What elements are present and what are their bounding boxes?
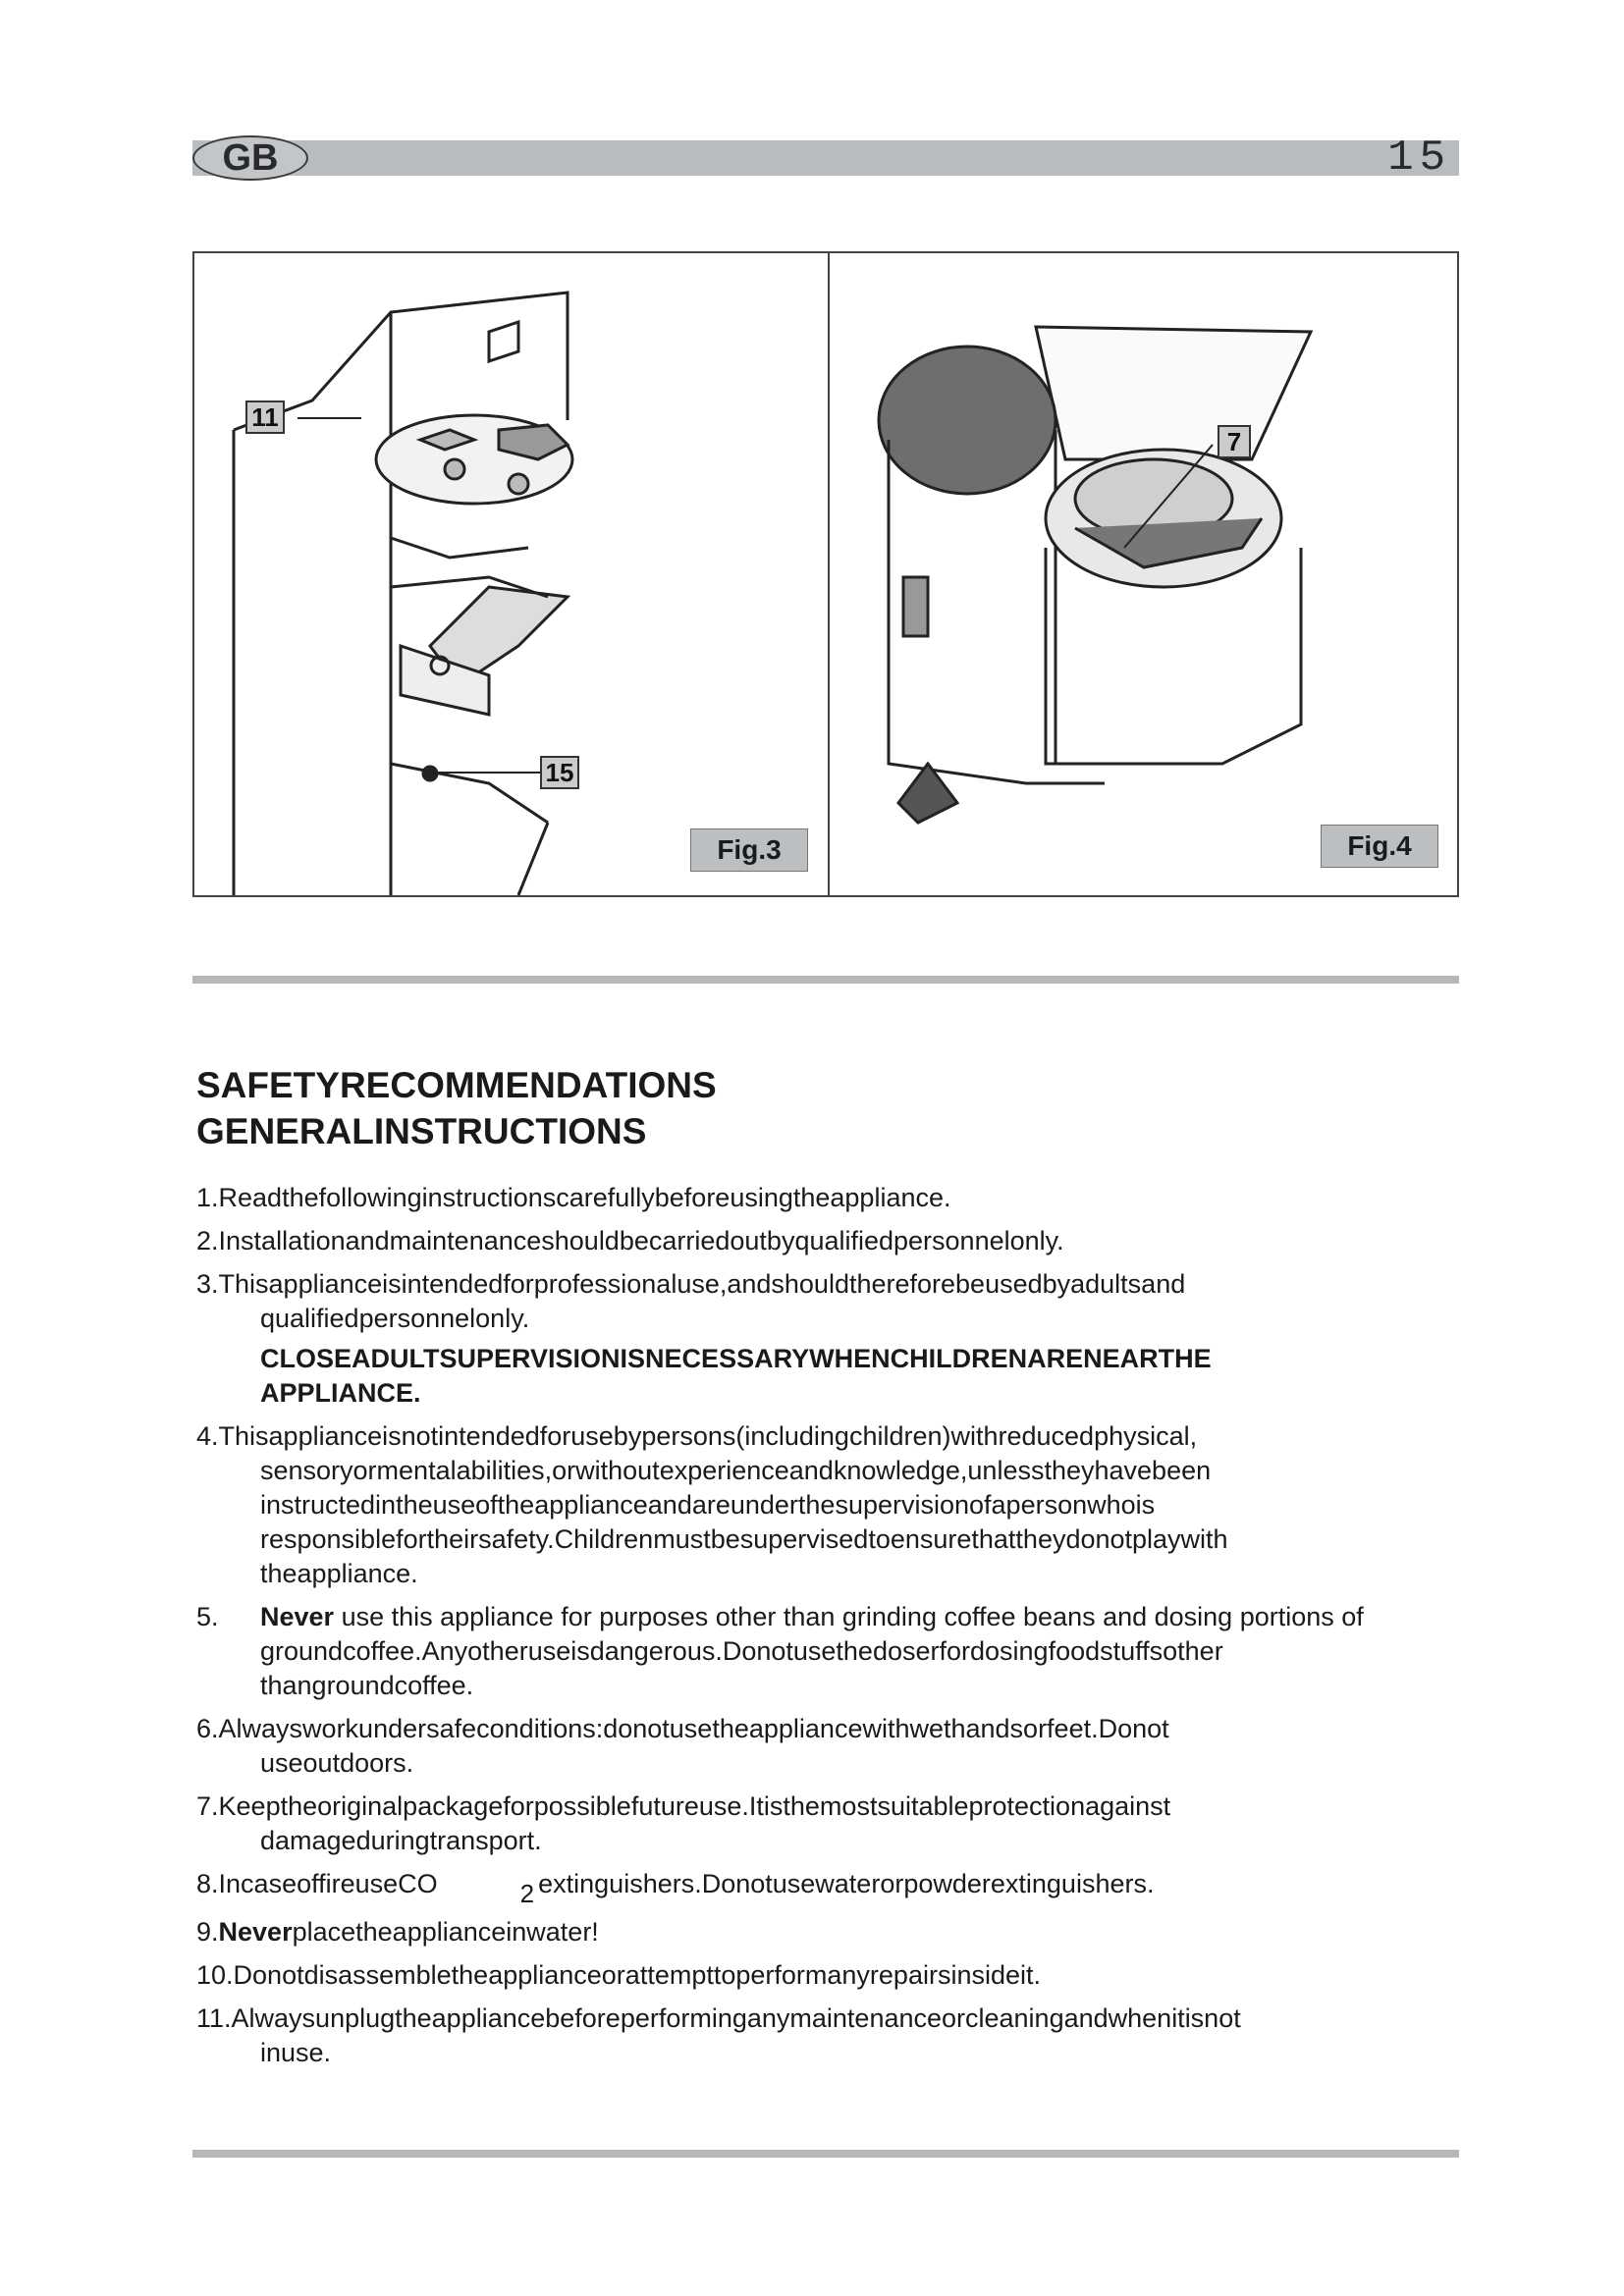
section-heading: [196, 1062, 717, 1154]
instruction-number: 2.: [196, 1226, 219, 1255]
instruction-text: inuse.: [260, 2038, 332, 2067]
figure-4: [830, 253, 1458, 895]
instruction-number: 4.: [196, 1421, 219, 1451]
instruction-number: 5.: [196, 1602, 219, 1631]
instruction-1: [196, 1181, 1463, 1215]
instruction-3: [196, 1267, 1463, 1411]
emphasis-never: Never: [260, 1602, 335, 1631]
top-divider-rule: [192, 976, 1459, 984]
instruction-text: useoutdoors.: [260, 1748, 414, 1778]
instruction-7: [196, 1789, 1463, 1858]
figure-3: [194, 253, 823, 895]
callout-7: 7: [1218, 425, 1251, 458]
figure-panel: [192, 251, 1459, 897]
language-badge: GB: [192, 135, 308, 181]
heading-line-2: GENERALINSTRUCTIONS: [196, 1111, 647, 1151]
instruction-text: use this appliance for purposes other than grinding coffee beans and dosing portions of: [334, 1602, 1364, 1631]
instruction-text: Readthefollowinginstructionscarefullybeforeusingtheappliance.: [218, 1183, 951, 1212]
instruction-number: 10.: [196, 1960, 234, 1990]
instruction-11: [196, 2002, 1463, 2070]
instruction-number: 1.: [196, 1183, 219, 1212]
instruction-text: Keeptheoriginalpackageforpossiblefutureuse.Itisthemostsuitableprotectionagainst: [218, 1791, 1171, 1821]
instruction-number: 7.: [196, 1791, 219, 1821]
instruction-8: [196, 1867, 1463, 1908]
supervision-warning: CLOSEADULTSUPERVISIONISNECESSARYWHENCHILDRENARENEARTHE: [260, 1344, 1212, 1373]
instruction-text: placetheapplianceinwater!: [292, 1917, 599, 1947]
grinder-underside-illustration: [194, 253, 823, 895]
instruction-text: responsiblefortheirsafety.Childrenmustbesupervisedtoensurethattheydonotplaywith: [260, 1524, 1228, 1554]
instruction-number: 11.: [196, 2003, 232, 2033]
instruction-2: [196, 1224, 1463, 1258]
instruction-9: [196, 1915, 1463, 1949]
instruction-text: Alwaysunplugtheappliancebeforeperforminganymaintenanceorcleaningandwhenitisnot: [231, 2003, 1241, 2033]
instruction-number: 9.: [196, 1917, 219, 1947]
instruction-text: extinguishers.Donotusewaterorpowderextinguishers.: [538, 1869, 1155, 1898]
instruction-text: damageduringtransport.: [260, 1826, 542, 1855]
emphasis-never: Never: [218, 1917, 293, 1947]
subscript-2: 2: [519, 1879, 535, 1908]
instruction-text: Donotdisassembletheapplianceorattempttoperformanyrepairsinsideit.: [233, 1960, 1041, 1990]
grinder-hopper-illustration: [830, 253, 1458, 895]
instruction-text: Installationandmaintenanceshouldbecarriedoutbyqualifiedpersonnelonly.: [218, 1226, 1064, 1255]
instruction-text: instructedintheuseoftheapplianceandareunderthesupervisionofapersonwhois: [260, 1490, 1156, 1520]
instruction-text: IncaseoffireuseCO: [218, 1869, 438, 1898]
instruction-text: sensoryormentalabilities,orwithoutexperienceandknowledge,unlesstheyhavebeen: [260, 1456, 1212, 1485]
bottom-divider-rule: [192, 2150, 1459, 2158]
instruction-number: 3.: [196, 1269, 219, 1299]
supervision-warning: APPLIANCE.: [260, 1378, 421, 1408]
instruction-text: Alwaysworkundersafeconditions:donotusetheappliancewithwethandsorfeet.Donot: [218, 1714, 1169, 1743]
instruction-10: [196, 1958, 1463, 1993]
figure-4-label: Fig.4: [1321, 825, 1438, 868]
instruction-6: [196, 1712, 1463, 1781]
instruction-text: qualifiedpersonnelonly.: [260, 1304, 530, 1333]
callout-15: 15: [540, 756, 579, 789]
instruction-4: [196, 1419, 1463, 1591]
callout-11: 11: [245, 400, 285, 434]
instruction-text: thangroundcoffee.: [260, 1671, 474, 1700]
instruction-text: Thisapplianceisintendedforprofessionaluse,andshouldthereforebeusedbyadultsand: [218, 1269, 1186, 1299]
header-bar: [192, 140, 1459, 176]
instruction-text: theappliance.: [260, 1559, 418, 1588]
heading-line-1: SAFETYRECOMMENDATIONS: [196, 1065, 717, 1105]
page-number: 15: [1387, 133, 1451, 183]
instruction-number: 8.: [196, 1869, 219, 1898]
instruction-text: Thisapplianceisnotintendedforusebypersons(includingchildren)withreducedphysical,: [218, 1421, 1198, 1451]
instructions-list: [196, 1181, 1463, 2079]
instruction-text: groundcoffee.Anyotheruseisdangerous.Donotusethedoserfordosingfoodstuffsother: [260, 1636, 1223, 1666]
instruction-number: 6.: [196, 1714, 219, 1743]
figure-3-label: Fig.3: [690, 828, 808, 872]
instruction-5: [196, 1600, 1463, 1703]
